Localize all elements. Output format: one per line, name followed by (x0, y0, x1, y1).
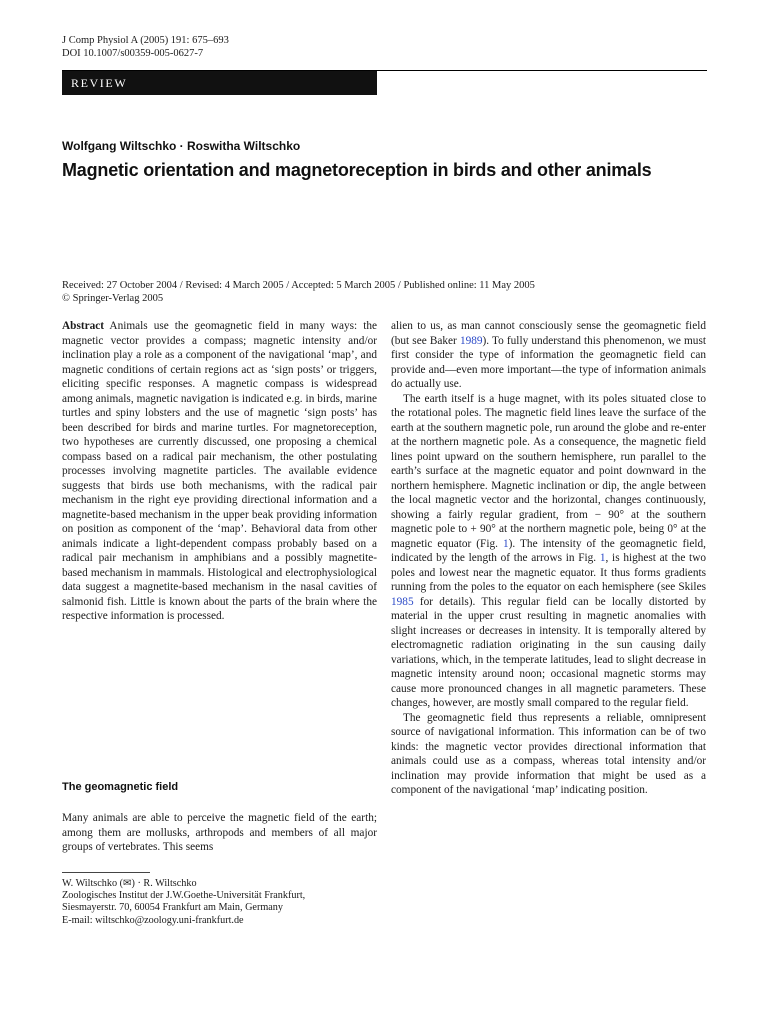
dates-line: Received: 27 October 2004 / Revised: 4 March 2005 / Accepted: 5 March 2005 / Published online: 11 May 2005 (62, 280, 535, 291)
right-paragraph-1 (391, 319, 706, 392)
journal-citation (62, 34, 229, 60)
footnote-institution: Zoologisches Institut der J.W.Goethe-Universität Frankfurt, (62, 890, 306, 902)
text-run: ). To fully understand this phenomenon, we must first consider the type of information the geomagnetic field can provide and—even more important—the type of information animals do actually use. (391, 334, 706, 390)
figure-link[interactable]: 1 (599, 552, 606, 564)
text-run: , is highest at the two poles and lowest near the magnetic equator. It thus forms gradients running from the poles to the equator on each hemisphere (see Skiles (391, 552, 707, 593)
citation-link[interactable]: 1985 (391, 595, 414, 608)
citation-link[interactable]: 1989 (459, 334, 483, 347)
footnote-email: E-mail: wiltschko@zoology.uni-frankfurt.de (62, 914, 244, 926)
paper-title: Magnetic orientation and magnetoreception in birds and other animals (62, 160, 652, 180)
footnote-address: Siesmayerstr. 70, 60054 Frankfurt am Main, Germany (62, 902, 283, 914)
text-run: for details). This regular field can be locally distorted by material in the upper crust resulting in magnetic anomalies with slight increases or decreases in intensity. It is temporally altered by electromagnetic radiation originating in the sun causing daily variations, which, in the temperate latitudes, lead to slight decrease in magnetic intensity around noon; occasional magnetic storms may cause more pronounced changes in all magnetic parameters. These changes, however, are mostly small compared to the regular field. (391, 595, 706, 709)
footnote-authors: W. Wiltschko (✉) · R. Wiltschko (62, 878, 197, 889)
text-run: ). The intensity of the geomagnetic field, indicated by the length of the arrows in Fig. (391, 537, 706, 564)
section-intro (62, 811, 377, 855)
intro-paragraph: Many animals are able to perceive the magnetic field of the earth; among them are mollusks, arthropods and members of all major groups of vertebrates. This seems (62, 812, 377, 853)
figure-link[interactable]: 1 (502, 537, 509, 550)
footnote-rule (62, 872, 150, 873)
abstract-label: Abstract (62, 320, 105, 332)
abstract (62, 319, 377, 624)
text-run: alien to us, as man cannot consciously sense the geomagnetic field (but see Baker (391, 320, 706, 347)
publication-dates (62, 279, 535, 305)
right-column (391, 319, 706, 798)
journal-line: J Comp Physiol A (2005) 191: 675–693 (62, 35, 229, 46)
text-run: The earth itself is a huge magnet, with its poles situated close to the rotational poles. The magnetic field lines leave the surface of the earth at the southern magnetic pole, run around the globe and re-enter at the northern magnetic pole. As a consequence, the magnetic field lines point upward on the southern hemisphere, run parallel to the earth’s surface at the magnetic equator and point downward in the northern hemisphere. Magnetic inclination or dip, the angle between the local magnetic vector and the horizontal, changes continuously, showing a fairly regular gradient, from − 90° at the southern magnetic pole to + 90° at the northern magnetic pole, being 0° at the magnetic equator (Fig. (391, 392, 706, 550)
copyright-line: © Springer-Verlag 2005 (62, 293, 164, 304)
section-heading: The geomagnetic field (62, 781, 179, 793)
section-label-bar: REVIEW (62, 71, 377, 95)
doi-line: DOI 10.1007/s00359-005-0627-7 (62, 48, 204, 59)
right-paragraph-2 (391, 392, 706, 711)
author-list: Wolfgang Wiltschko · Roswitha Wiltschko (62, 139, 301, 153)
right-paragraph-3: The geomagnetic field thus represents a reliable, omnipresent source of navigational information. This information can be of two kinds: the magnetic vector provides directional information that animals could use as a compass, whereas total intensity and/or inclination may provide information that might be used as a component of the navigational ‘map’ indicating position. (391, 711, 706, 796)
author-footnote (62, 878, 305, 927)
abstract-text: Animals use the geomagnetic field in many ways: the magnetic vector provides a compass; magnetic intensity and/or inclination play a role as a component of the navigational ‘map’, and magnetic conditions of certain regions act as ‘sign posts’ or triggers, eliciting specific responses. A magnetic compass is widespread among animals, magnetic navigation is indicated e.g. in birds, marine turtles and spiny lobsters and the use of magnetic ‘sign posts’ has been described for birds and marine turtles. For magnetoreception, two hypotheses are currently discussed, one proposing a chemical compass based on a radical pair mechanism, the other postulating processes involving magnetite particles. The available evidence suggests that birds use both mechanisms, with the radical pair mechanism in the right eye providing directional information and a magnetite-based mechanism in the upper beak providing information on position as component of the ‘map’. Behavioral data from other animals indicate a light-dependent compass probably based on a radical pair mechanism in amphibians and a possibly magnetite-based mechanism in mammals. Histological and electrophysiological data suggest a magnetite-based mechanism in the nasal cavities of salmonid fish. Little is known about the parts of the brain where the respective information is processed. (62, 320, 377, 622)
